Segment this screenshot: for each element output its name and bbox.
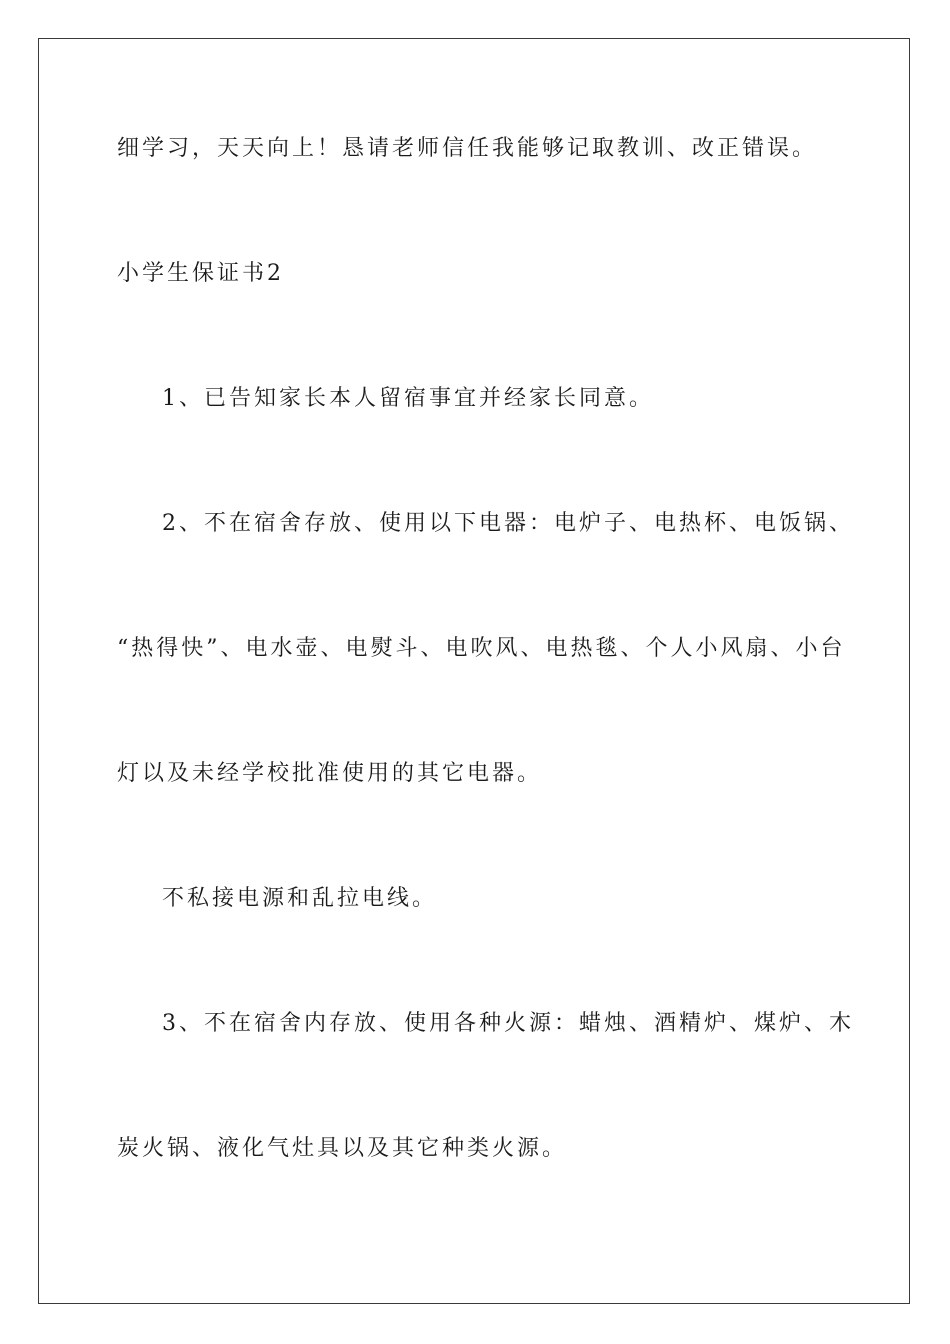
body-text-line-3: 2、不在宿舍存放、使用以下电器：电炉子、电热杯、电饭锅、 [162,511,854,536]
body-text-line-6: 不私接电源和乱拉电线。 [162,886,438,911]
page-border [38,38,910,1304]
body-text-line-5: 灯以及未经学校批准使用的其它电器。 [117,761,543,786]
body-text-line-7: 3、不在宿舍内存放、使用各种火源：蜡烛、酒精炉、煤炉、木 [162,1011,854,1036]
body-text-line-8: 炭火锅、液化气灶具以及其它种类火源。 [117,1136,568,1161]
section-heading: 小学生保证书2 [117,261,284,286]
body-text-line-4: “热得快”、电水壶、电熨斗、电吹风、电热毯、个人小风扇、小台 [117,636,846,661]
body-text-line-2: 1、已告知家长本人留宿事宜并经家长同意。 [162,386,654,411]
body-text-line-1: 细学习，天天向上！恳请老师信任我能够记取教训、改正错误。 [117,136,818,161]
